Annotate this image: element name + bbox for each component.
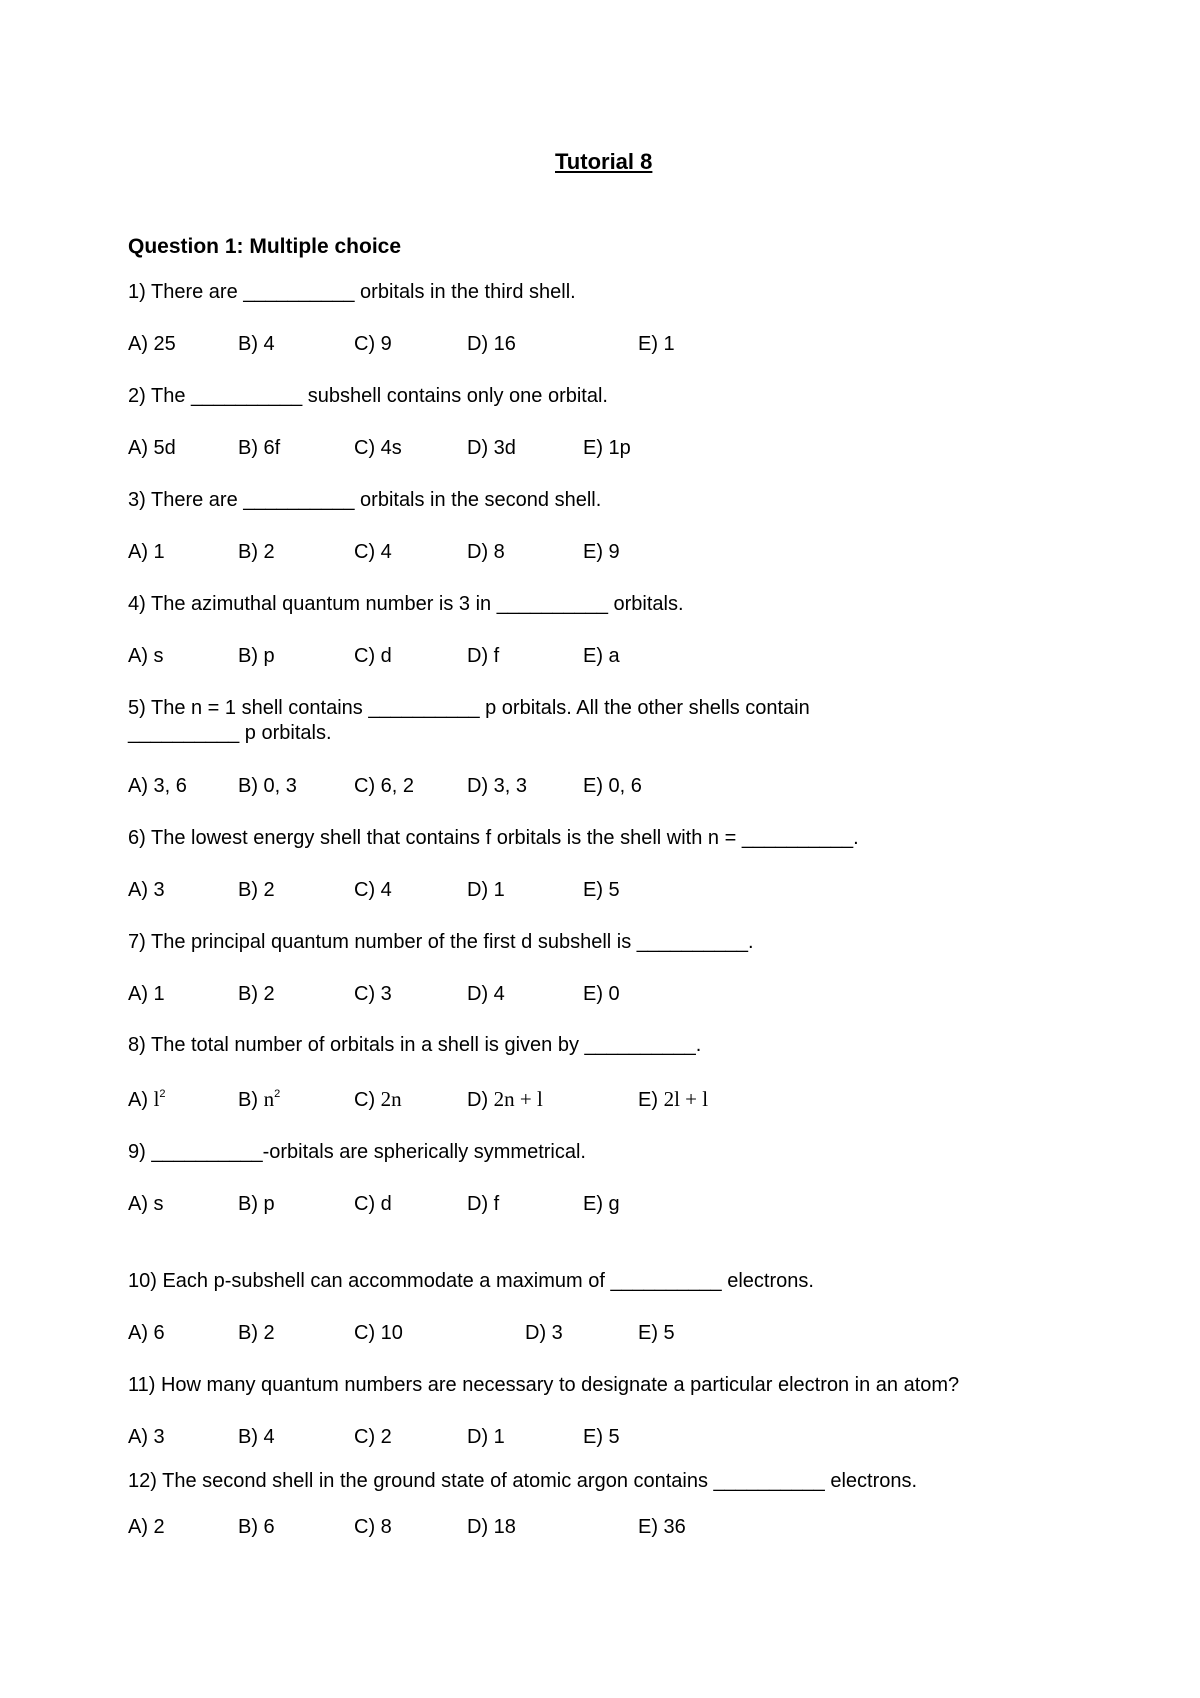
- option-c[interactable]: C) 4: [354, 541, 392, 563]
- option-prefix: B): [238, 1089, 258, 1111]
- option-b[interactable]: B) p: [238, 645, 275, 667]
- option-e[interactable]: E) 9: [583, 541, 620, 563]
- option-c[interactable]: C) 4: [354, 879, 392, 901]
- option-d[interactable]: D) f: [467, 1193, 500, 1215]
- option-a[interactable]: A) s: [128, 645, 164, 667]
- option-b[interactable]: B) 4: [238, 333, 275, 355]
- option-b[interactable]: [238, 1087, 280, 1112]
- option-d[interactable]: D) 8: [467, 541, 505, 563]
- option-c[interactable]: C) 9: [354, 333, 392, 355]
- option-e[interactable]: E) 5: [583, 1426, 620, 1448]
- option-a[interactable]: A) 3: [128, 1426, 165, 1448]
- option-e[interactable]: E) 0, 6: [583, 775, 642, 797]
- option-d[interactable]: D) 3d: [467, 437, 516, 459]
- option-c[interactable]: C) d: [354, 1193, 392, 1215]
- option-prefix: D): [467, 1089, 489, 1111]
- question-3: 3) There are __________ orbitals in the second shell.: [128, 489, 602, 511]
- question-7: 7) The principal quantum number of the first d subshell is __________.: [128, 931, 754, 953]
- math-expression: 2n + l: [493, 1087, 543, 1111]
- option-e[interactable]: E) 1: [638, 333, 675, 355]
- option-a[interactable]: A) 1: [128, 983, 165, 1005]
- question-12: 12) The second shell in the ground state of atomic argon contains __________ electrons.: [128, 1470, 918, 1492]
- option-a[interactable]: A) 3: [128, 879, 165, 901]
- option-e[interactable]: E) 0: [583, 983, 620, 1005]
- option-a[interactable]: A) 1: [128, 541, 165, 563]
- option-c[interactable]: C) 2: [354, 1426, 392, 1448]
- option-d[interactable]: D) 4: [467, 983, 505, 1005]
- math-expression: l: [153, 1087, 160, 1111]
- superscript: 2: [274, 1088, 281, 1100]
- math-expression: 2n: [380, 1087, 402, 1111]
- math-expression: 2l + l: [663, 1087, 709, 1111]
- option-a[interactable]: A) 25: [128, 333, 176, 355]
- option-d[interactable]: D) 1: [467, 1426, 505, 1448]
- option-d[interactable]: D) 1: [467, 879, 505, 901]
- option-c[interactable]: C) d: [354, 645, 392, 667]
- option-c[interactable]: C) 10: [354, 1322, 403, 1344]
- section-heading: Question 1: Multiple choice: [128, 235, 402, 258]
- option-b[interactable]: B) 2: [238, 541, 275, 563]
- option-a[interactable]: A) 3, 6: [128, 775, 187, 797]
- option-b[interactable]: B) 2: [238, 879, 275, 901]
- option-b[interactable]: B) 2: [238, 983, 275, 1005]
- page-title: Tutorial 8: [555, 149, 653, 174]
- math-expression: n: [263, 1087, 275, 1111]
- option-b[interactable]: B) 0, 3: [238, 775, 297, 797]
- option-a[interactable]: A) 2: [128, 1516, 165, 1538]
- option-d[interactable]: D) 3: [525, 1322, 563, 1344]
- option-d[interactable]: D) 18: [467, 1516, 516, 1538]
- option-e[interactable]: E) 5: [583, 879, 620, 901]
- option-c[interactable]: C) 3: [354, 983, 392, 1005]
- option-c[interactable]: C) 8: [354, 1516, 392, 1538]
- option-b[interactable]: B) 4: [238, 1426, 275, 1448]
- question-5: 5) The n = 1 shell contains __________ p orbitals. All the other shells contain: [128, 697, 810, 719]
- option-d[interactable]: D) 16: [467, 333, 516, 355]
- option-e[interactable]: E) 5: [638, 1322, 675, 1344]
- question-6: 6) The lowest energy shell that contains f orbitals is the shell with n = __________.: [128, 827, 859, 849]
- option-prefix: C): [354, 1089, 376, 1111]
- option-e[interactable]: [638, 1087, 708, 1112]
- option-prefix: E): [638, 1089, 658, 1111]
- option-b[interactable]: B) p: [238, 1193, 275, 1215]
- option-d[interactable]: D) f: [467, 645, 500, 667]
- option-d[interactable]: D) 3, 3: [467, 775, 528, 797]
- option-prefix: A): [128, 1089, 148, 1111]
- option-a[interactable]: [128, 1087, 166, 1112]
- option-c[interactable]: C) 4s: [354, 437, 402, 459]
- question-11: 11) How many quantum numbers are necessary to designate a particular electron in an atom?: [128, 1374, 960, 1396]
- question-4: 4) The azimuthal quantum number is 3 in __________ orbitals.: [128, 593, 684, 615]
- option-b[interactable]: B) 6f: [238, 437, 281, 459]
- question-8: 8) The total number of orbitals in a shell is given by __________.: [128, 1034, 702, 1056]
- option-a[interactable]: A) 5d: [128, 437, 176, 459]
- option-e[interactable]: E) 36: [638, 1516, 686, 1538]
- option-b[interactable]: B) 6: [238, 1516, 275, 1538]
- question-5-continued: __________ p orbitals.: [128, 722, 332, 744]
- question-9: 9) __________-orbitals are spherically symmetrical.: [128, 1141, 586, 1163]
- option-e[interactable]: E) 1p: [583, 437, 631, 459]
- option-e[interactable]: E) a: [583, 645, 620, 667]
- option-c[interactable]: C) 6, 2: [354, 775, 415, 797]
- option-a[interactable]: A) s: [128, 1193, 164, 1215]
- option-d[interactable]: [467, 1087, 543, 1112]
- option-c[interactable]: [354, 1087, 402, 1112]
- option-b[interactable]: B) 2: [238, 1322, 275, 1344]
- option-a[interactable]: A) 6: [128, 1322, 165, 1344]
- question-2: 2) The __________ subshell contains only one orbital.: [128, 385, 608, 407]
- question-10: 10) Each p-subshell can accommodate a maximum of __________ electrons.: [128, 1270, 814, 1292]
- superscript: 2: [159, 1088, 166, 1100]
- option-e[interactable]: E) g: [583, 1193, 620, 1215]
- question-1: 1) There are __________ orbitals in the third shell.: [128, 281, 576, 303]
